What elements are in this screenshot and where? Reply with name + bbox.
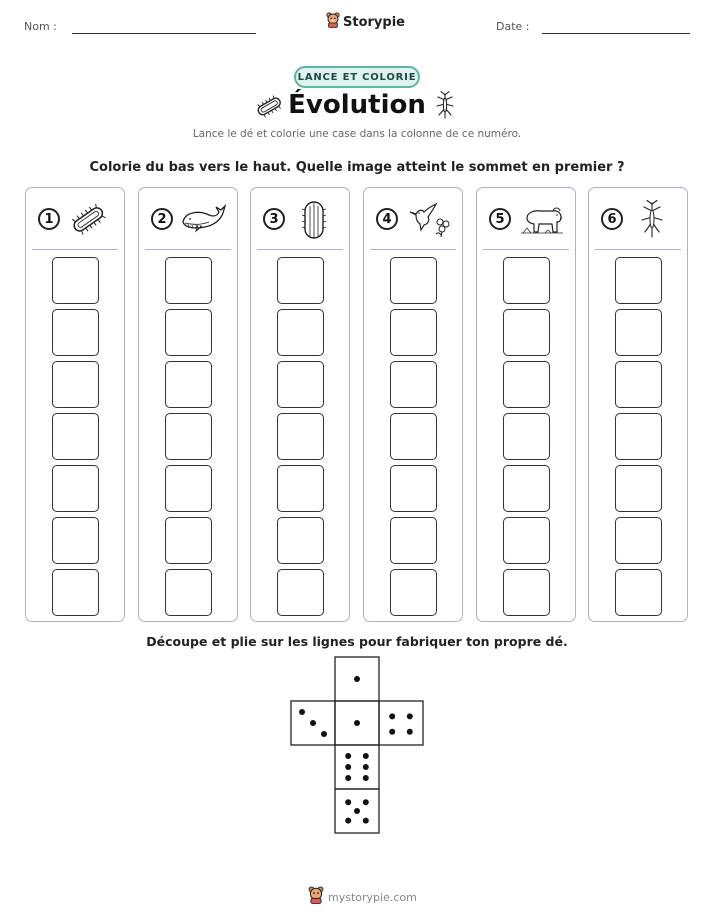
date-label: Date : [496,20,530,33]
footer-url: mystorypie.com [328,890,417,904]
footer [308,886,417,908]
page-subtitle: Lance le dé et colorie une case dans la colonne de ce numéro. [192,128,522,140]
dice-pip [354,808,360,814]
dice-pip [345,818,351,824]
dice-pip [363,775,369,781]
dice-pip [363,753,369,759]
column-number: 3 [263,208,285,230]
dice-pip [354,676,360,682]
dice-pip [345,799,351,805]
page-title: Évolution [288,90,426,120]
dice-face-lower [335,745,379,789]
column-number: 6 [601,208,623,230]
dice-pip [363,764,369,770]
dice-pip [321,731,327,737]
dice-pip [299,709,305,715]
dice-pip [345,764,351,770]
bear-mascot-icon [308,886,324,908]
dice-pip [363,818,369,824]
brand-name: Storypie [343,14,405,30]
dice-pip [389,713,395,719]
dice-pip [354,720,360,726]
dice-face-right [379,701,423,745]
dice-instruction: Découpe et plie sur les lignes pour fabriquer ton propre dé. [146,634,568,649]
dice-pip [363,799,369,805]
dice-pip [310,720,316,726]
dice-pip [389,729,395,735]
column-number: 2 [151,208,173,230]
coloring-instruction: Colorie du bas vers le haut. Quelle image atteint le sommet en premier ? [89,160,625,175]
dice-pip [407,729,413,735]
name-label: Nom : [24,20,57,33]
dice-pip [345,753,351,759]
dice-pip [345,775,351,781]
column-number: 1 [38,208,60,230]
column-number: 5 [489,208,511,230]
column-number: 4 [376,208,398,230]
dice-pip [407,713,413,719]
activity-badge: LANCE ET COLORIE [294,66,420,88]
